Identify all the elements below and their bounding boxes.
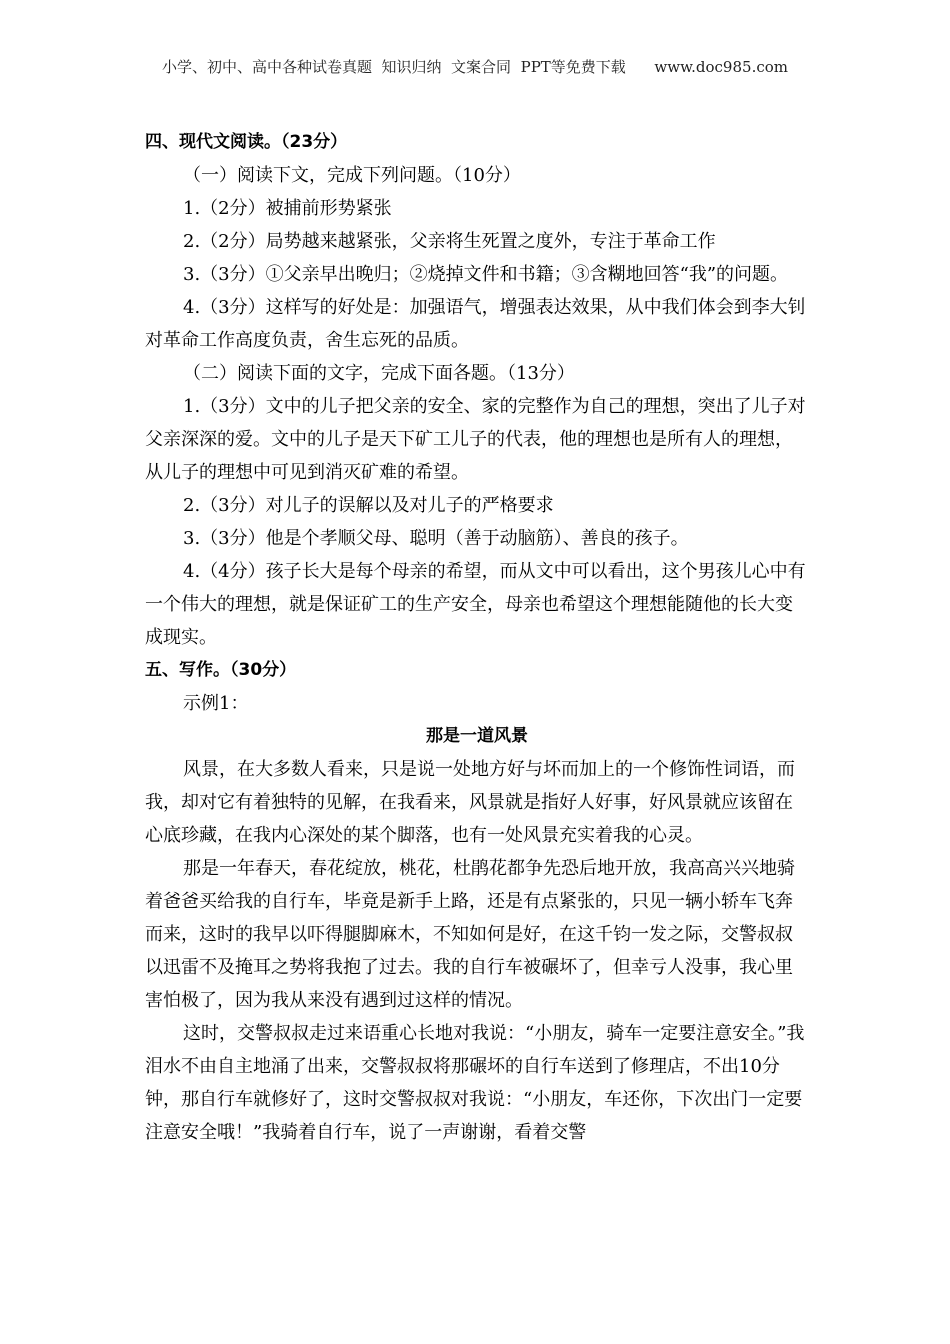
part1-answer-3: 3.（3分）①父亲早出晚归；②烧掉文件和书籍；③含糊地回答“我”的问题。 [183, 264, 789, 285]
part2-answer-3: 3.（3分）他是个孝顺父母、聪明（善于动脑筋）、善良的孩子。 [183, 528, 689, 549]
page-header: 小学、初中、高中各种试卷真题 知识归纳 文案合同 PPT等免费下载 www.doc985.com [161, 58, 788, 76]
essay-paragraph-1: 风景，在大多数人看来，只是说一处地方好与坏而加上的一个修饰性词语，而我，却对它有着独特的见解，在我看来，风景就是指好人好事，好风景就应该留在心底珍藏，在我内心深处的某个脚落，也有一处风景充实着我的心灵。 [145, 759, 795, 846]
section5-heading: 五、写作。（30分） [145, 660, 297, 680]
part2-answer-1: 1.（3分）文中的儿子把父亲的安全、家的完整作为自己的理想，突出了儿子对父亲深深的爱。文中的儿子是天下矿工儿子的代表，他的理想也是所有人的理想，从儿子的理想中可见到消灭矿难的希望。 [145, 396, 806, 483]
essay-paragraph-3: 这时，交警叔叔走过来语重心长地对我说：“小朋友，骑车一定要注意安全。”我泪水不由自主地涌了出来，交警叔叔将那碾坏的自行车送到了修理店，不出10分钟，那自行车就修好了，这时交警叔叔对我说：“小朋友，车还你，下次出门一定要注意安全哦！”我骑着自行车，说了一声谢谢，看着交警 [145, 1023, 805, 1143]
part2-intro: （二）阅读下面的文字，完成下面各题。（13分） [183, 363, 575, 384]
essay-paragraph-2: 那是一年春天，春花绽放，桃花，杜鹃花都争先恐后地开放，我高高兴兴地骑着爸爸买给我的自行车，毕竟是新手上路，还是有点紧张的，只见一辆小轿车飞奔而来，这时的我早以吓得腿脚麻木，不知如何是好，在这千钧一发之际，交警叔叔以迅雷不及掩耳之势将我抱了过去。我的自行车被碾坏了，但幸亏人没事，我心里害怕极了，因为我从来没有遇到过这样的情况。 [145, 858, 795, 1011]
section4-heading: 四、现代文阅读。（23分） [145, 132, 348, 152]
part1-answer-4: 4.（3分）这样写的好处是：加强语气，增强表达效果，从中我们体会到李大钊对革命工作高度负责，舍生忘死的品质。 [145, 297, 806, 351]
part1-answer-2: 2.（2分）局势越来越紧张，父亲将生死置之度外，专注于革命工作 [183, 231, 716, 252]
part2-answer-2: 2.（3分）对儿子的误解以及对儿子的严格要求 [183, 495, 554, 516]
part1-answer-1: 1.（2分）被捕前形势紧张 [183, 198, 392, 219]
part1-intro: （一）阅读下文，完成下列问题。（10分） [183, 165, 521, 186]
part2-answer-4: 4.（4分）孩子长大是每个母亲的希望，而从文中可以看出，这个男孩儿心中有一个伟大的理想，就是保证矿工的生产安全，母亲也希望这个理想能随他的长大变成现实。 [145, 561, 806, 648]
document-body [145, 126, 809, 1149]
example-label: 示例1： [183, 693, 249, 714]
essay-title: 那是一道风景 [426, 726, 528, 746]
